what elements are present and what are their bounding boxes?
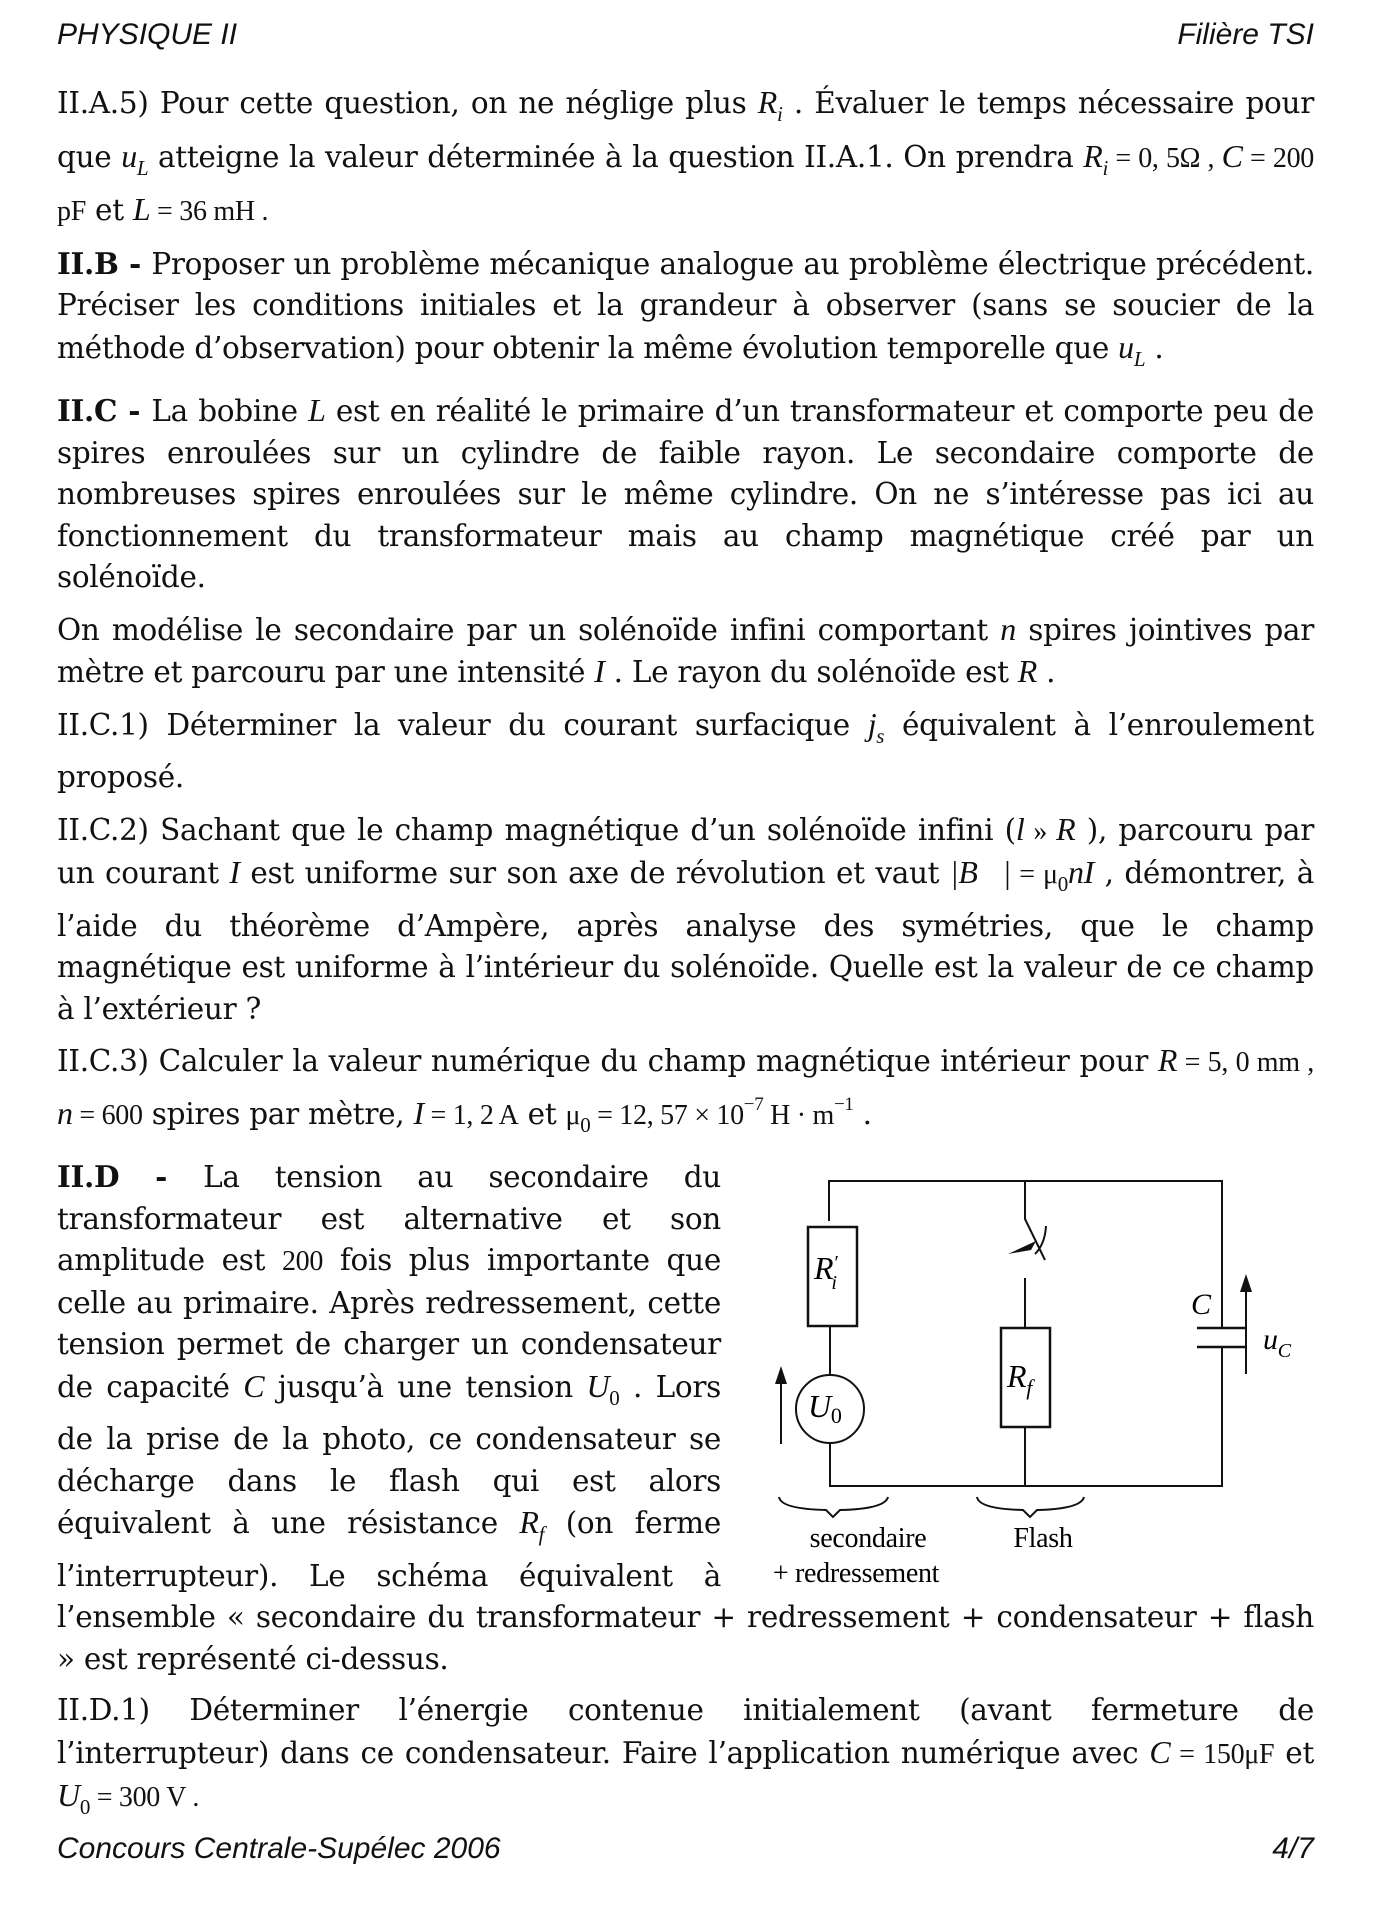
section-heading: II.B - — [57, 245, 152, 281]
text-run: (on ferme l’interrupteur). Le schéma équivalent à l’ensemble « secondaire du transformateur + redressement + condensateur + flash » est représenté ci-dessus. — [57, 1506, 1314, 1676]
math-text: H · m — [763, 1099, 834, 1131]
math-text: L — [136, 155, 149, 180]
label-flash: Flash — [1013, 1523, 1073, 1554]
text-run: . — [1145, 330, 1164, 365]
footer-page-number: 4/7 — [1272, 1832, 1314, 1865]
header-subject: PHYSIQUE II — [57, 18, 238, 51]
question-II-D-1 — [57, 1690, 1314, 1829]
math-text: = 1, 2 A — [423, 1099, 519, 1131]
section-II-C — [57, 390, 1314, 599]
text-run: atteigne la valeur déterminée à la question II.A.1. On prendra — [148, 139, 1084, 174]
section-heading: II.D - — [57, 1159, 204, 1194]
math-text: i — [1102, 155, 1109, 180]
math-text: I — [229, 854, 240, 890]
text-run: . Évaluer le temps nécessaire pour que — [57, 86, 1315, 174]
label-uc: $u_C$ — [1263, 1323, 1291, 1362]
text-run: est uniforme sur son axe de révolution et vaut — [239, 856, 950, 890]
text-run: . Lors de la prise de la photo, ce condensateur se décharge dans le flash qui est alors équivalent à une résistance — [57, 1369, 721, 1540]
text-run: . Le rayon du solénoïde est — [604, 655, 1018, 689]
math-text: U — [57, 1777, 80, 1813]
text-run: et — [518, 1096, 566, 1131]
math-text: l — [1015, 810, 1025, 847]
math-text: R — [519, 1504, 539, 1540]
switch — [1025, 1181, 1046, 1486]
page-footer — [57, 1832, 1314, 1872]
math-text: C — [243, 1367, 265, 1404]
paragraph-model — [57, 609, 1314, 694]
text-run: et — [85, 193, 133, 227]
math-text: 0 — [580, 1112, 591, 1137]
text-run: équivalent à l’enroulement proposé. — [57, 707, 1314, 794]
math-text: = 600 — [72, 1099, 143, 1131]
math-text: R — [1157, 1042, 1178, 1078]
math-text: n — [1000, 610, 1016, 647]
math-text: R — [1056, 810, 1076, 847]
section-heading: II.C - — [57, 393, 152, 428]
text-run: ), parcouru par un courant — [57, 812, 1315, 890]
question-II-C-2 — [57, 809, 1314, 1031]
math-text: −1 — [833, 1093, 854, 1115]
math-text: u — [1118, 328, 1134, 365]
math-text: f — [538, 1522, 545, 1546]
text-run: II.C.2) Sachant que le champ magnétique d’un solénoïde infini ( — [57, 812, 1016, 847]
question-II-C-1 — [57, 704, 1314, 799]
document-body — [57, 82, 1314, 1839]
text-run: et — [1274, 1735, 1314, 1770]
text-run: . — [853, 1096, 872, 1131]
math-text: C — [1221, 137, 1243, 174]
math-text: = 200 pF — [57, 142, 1314, 227]
math-text: i — [777, 102, 783, 126]
text-run: On modélise le secondaire par un solénoïde infini comportant — [57, 612, 1001, 647]
math-text: L — [132, 191, 151, 227]
capacitor-plates — [1197, 1328, 1247, 1347]
footer-exam: Concours Centrale-Supélec 2006 — [57, 1832, 501, 1865]
math-text: L — [1133, 346, 1146, 371]
text-run: , démontrer, à l’aide du théorème d’Ampère, après analyse des symétries, que le champ magnétique est uniforme à l’intérieur du solénoïde. Quelle est la valeur de ce champ à l’extérieur ? — [57, 856, 1314, 1026]
math-text: 200 — [281, 1246, 324, 1277]
math-text: L — [308, 392, 326, 428]
math-text: 0 — [1057, 872, 1068, 896]
label-ri: R′ i — [814, 1250, 838, 1294]
label-rf: $R_f$ — [1007, 1358, 1033, 1400]
header-track: Filière TSI — [1177, 18, 1314, 51]
text-run: Proposer un problème mécanique analogue au problème électrique précédent. Préciser les conditions initiales et la grandeur à observer (sans se soucier de la méthode d’observation) pour obtenir la même évolution temporelle que — [57, 246, 1314, 365]
math-text: R — [1083, 137, 1103, 174]
math-text: j — [867, 705, 877, 742]
label-c: C — [1191, 1288, 1211, 1321]
math-text: |B⃗| — [949, 854, 1012, 890]
arrow-up-icon — [775, 1366, 787, 1384]
text-run: II.C.1) Déterminer la valeur du courant surfacique — [57, 707, 868, 742]
switch-arrow-icon — [1008, 1241, 1036, 1254]
text-run: est en réalité le primaire d’un transformateur et comporte peu de spires enroulées sur un cylindre de faible rayon. Le secondaire comporte de nombreuses spires enroulées sur le même cylindre. On ne s’intéresse pas ici au fonctionnement du transformateur mais au champ magnétique créé par un solénoïde. — [57, 394, 1314, 594]
math-text: −7 — [743, 1093, 764, 1115]
text-run: . — [1037, 655, 1056, 689]
math-text: I — [594, 653, 605, 689]
math-text: 0 — [609, 1385, 620, 1410]
section-II-B — [57, 243, 1314, 381]
math-text: R — [757, 84, 778, 120]
math-text: = 12, 57 × 10 — [590, 1099, 744, 1131]
math-text: u — [121, 137, 137, 174]
math-text: = 300 V . — [90, 1782, 200, 1813]
math-text: = 36 mH . — [150, 196, 269, 227]
math-text: U — [586, 1367, 610, 1404]
math-text: μ — [565, 1099, 581, 1131]
brace-right — [977, 1497, 1084, 1517]
question-II-A-5 — [57, 82, 1314, 233]
text-run: spires jointives par mètre et parcouru par une intensité — [57, 612, 1314, 689]
math-text: = μ — [1011, 859, 1058, 890]
circuit-diagram — [741, 1154, 1316, 1594]
math-text: s — [876, 723, 885, 748]
math-text: 0 — [79, 1795, 91, 1819]
brace-left — [779, 1497, 888, 1517]
label-secondaire: secondaire — [809, 1523, 927, 1554]
math-text: I — [413, 1094, 424, 1131]
text-run: fois plus importante que celle au primaire. Après redressement, cette tension permet de charger un condensateur de capacité — [57, 1243, 721, 1404]
arrow-up-icon — [1240, 1274, 1252, 1292]
text-run: jusqu’à une tension — [264, 1369, 587, 1404]
math-text: n — [57, 1094, 73, 1131]
text-run: La bobine — [151, 394, 309, 428]
section-II-D — [57, 1156, 1314, 1680]
math-text: R — [1017, 653, 1038, 689]
text-run: II.A.5) Pour cette question, on ne néglige plus — [57, 86, 758, 120]
text-run: spires par mètre, — [142, 1096, 414, 1131]
math-text: = 150μF — [1170, 1738, 1275, 1770]
page-header — [57, 18, 1314, 58]
math-text: nI — [1067, 854, 1094, 890]
question-II-C-3 — [57, 1040, 1314, 1146]
text-run: II.D.1) Déterminer l’énergie contenue initialement (avant fermeture de l’interrupteur) dans ce condensateur. Faire l’application numérique avec — [57, 1693, 1314, 1770]
label-redressement: + redressement — [772, 1558, 940, 1589]
math-text: C — [1149, 1733, 1171, 1770]
math-text: = 0, 5Ω , — [1108, 142, 1222, 174]
math-text: » — [1024, 815, 1057, 847]
text-run: La tension au secondaire du transformateur est alternative et son amplitude est — [57, 1160, 721, 1277]
text-run: II.C.3) Calculer la valeur numérique du champ magnétique intérieur pour — [57, 1044, 1158, 1078]
label-u0: U0 — [808, 1388, 842, 1428]
math-text: = 5, 0 mm , — [1177, 1047, 1314, 1078]
